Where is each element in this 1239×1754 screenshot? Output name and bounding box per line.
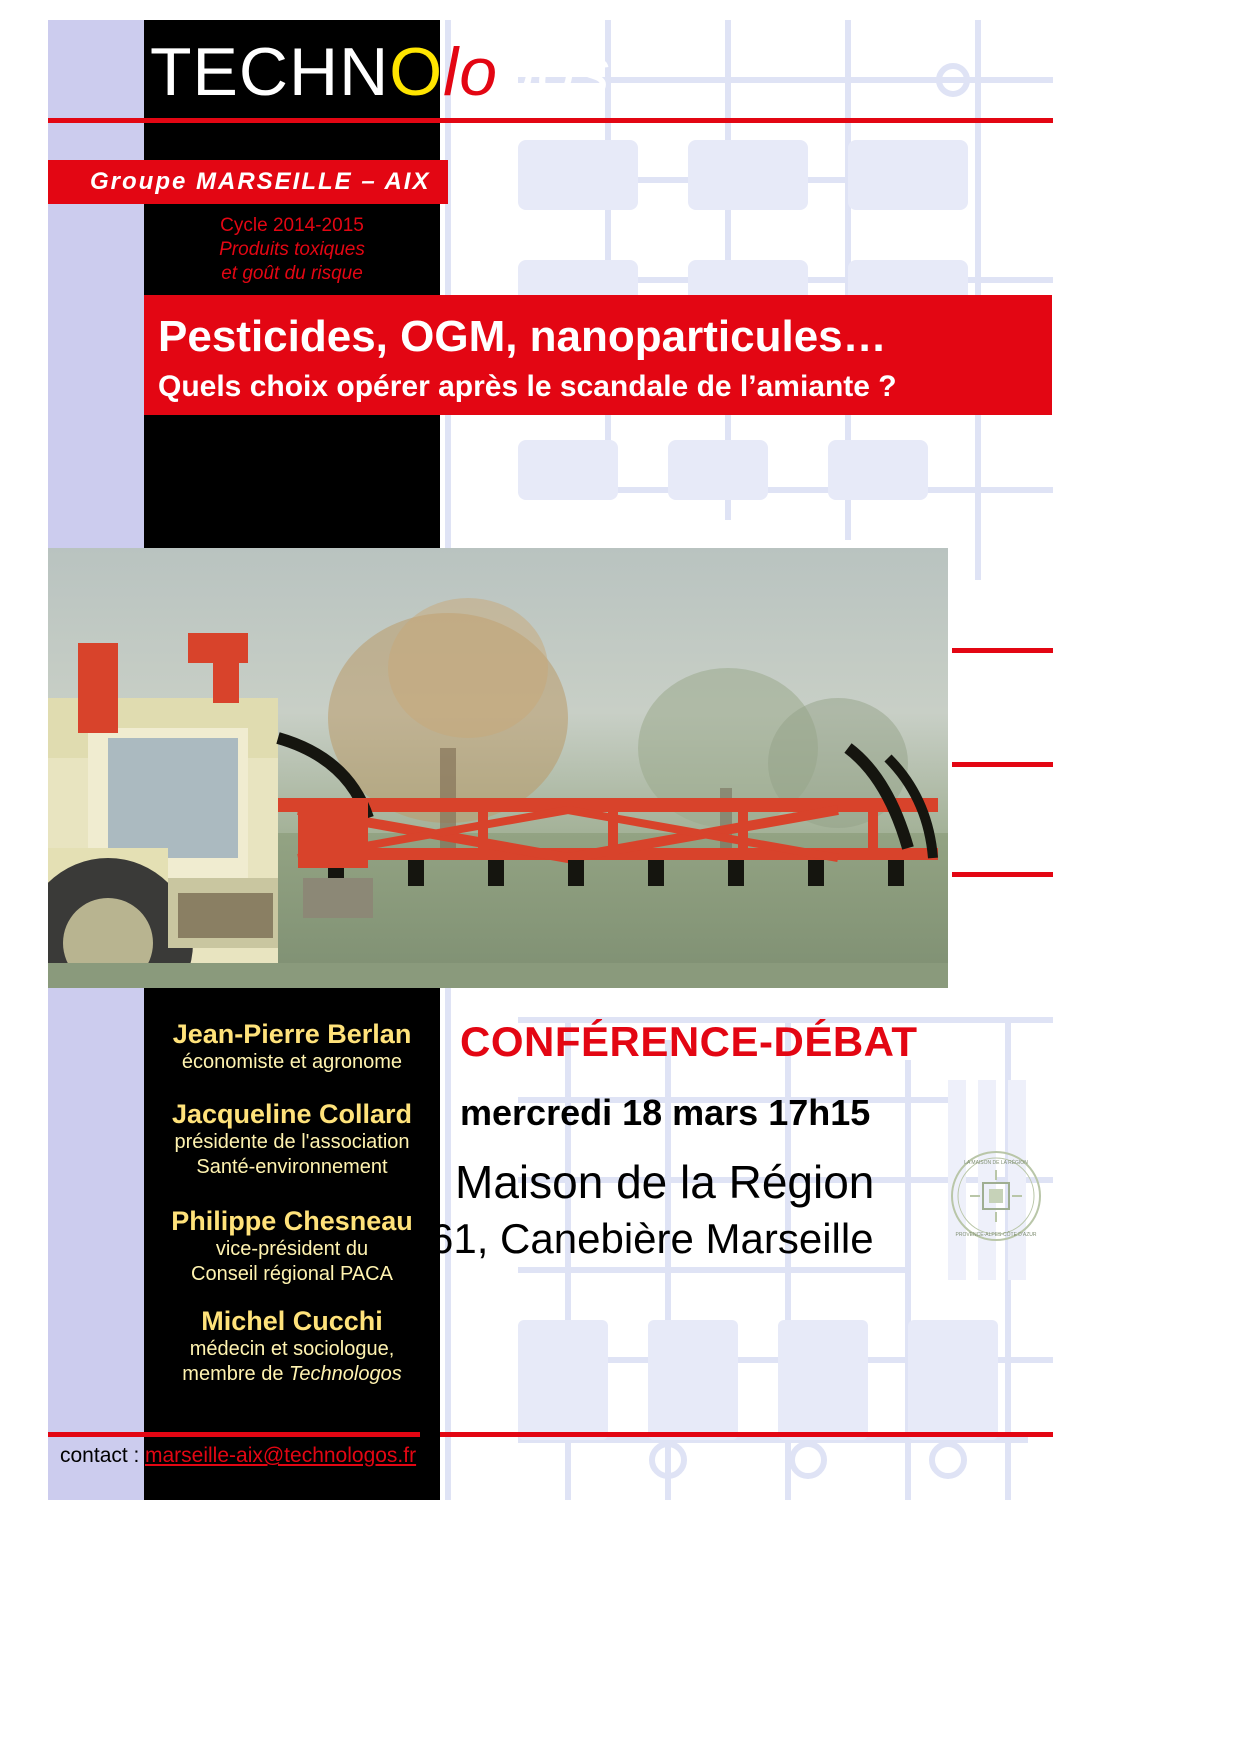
speaker-name: Jacqueline Collard: [171, 1099, 413, 1129]
divider-right-2: [952, 762, 1053, 767]
cycle-info: [144, 214, 440, 286]
page-title: Pesticides, OGM, nanoparticules…: [158, 312, 887, 361]
event-type: CONFÉRENCE-DÉBAT: [460, 1018, 918, 1065]
logo-part-gos: gos: [498, 34, 611, 110]
logo-technologos: [150, 33, 611, 111]
divider-top: [48, 118, 1053, 123]
speaker-entry: [150, 1018, 434, 1075]
speaker-entry: [150, 1305, 434, 1387]
venue-address: 61, Canebière Marseille: [430, 1215, 874, 1262]
region-seal-logo: [950, 1150, 1042, 1242]
speaker-role: médecin et sociologue,: [189, 1338, 395, 1360]
svg-text:LA MAISON DE LA RÉGION: LA MAISON DE LA RÉGION: [964, 1160, 1028, 1166]
cycle-line-1: Cycle 2014-2015: [220, 215, 364, 236]
svg-text:PROVENCE-ALPES-CÔTE D'AZUR: PROVENCE-ALPES-CÔTE D'AZUR: [955, 1232, 1037, 1238]
contact-black-accent: [420, 1432, 440, 1500]
cycle-line-3: et goût du risque: [221, 263, 363, 284]
cycle-line-2: Produits toxiques: [219, 239, 365, 260]
event-date: mercredi 18 mars 17h15: [460, 1092, 871, 1133]
speaker-name: Jean-Pierre Berlan: [172, 1019, 412, 1049]
logo-part-o: O: [389, 34, 444, 110]
speaker-role: [150, 1362, 434, 1387]
speaker-role-prefix: membre de: [182, 1363, 290, 1385]
divider-bottom: [48, 1432, 1053, 1437]
divider-right-3: [952, 872, 1053, 877]
speaker-role: présidente de l'association: [174, 1131, 410, 1153]
speaker-role: vice-président du: [215, 1238, 369, 1260]
contact-label: contact :: [60, 1444, 140, 1467]
page-subtitle: Quels choix opérer après le scandale de l’amiante ?: [158, 370, 897, 403]
contact-email-link[interactable]: marseille-aix@technologos.fr: [145, 1444, 417, 1467]
speaker-role-org: Technologos: [289, 1363, 402, 1385]
group-label: Groupe MARSEILLE – AIX: [90, 168, 431, 195]
speaker-role: Conseil régional PACA: [191, 1263, 393, 1285]
divider-right-1: [952, 648, 1053, 653]
photo-pesticide-sprayer: [48, 548, 948, 988]
speaker-entry: [150, 1205, 434, 1287]
venue-name: Maison de la Région: [455, 1156, 875, 1208]
speaker-name: Michel Cucchi: [201, 1306, 383, 1336]
logo-part-techn: TECHN: [150, 34, 390, 110]
speaker-name: Philippe Chesneau: [171, 1206, 413, 1236]
logo-part-lo: lo: [443, 34, 499, 110]
speaker-role: économiste et agronome: [181, 1051, 403, 1073]
speaker-entry: [150, 1098, 434, 1180]
speaker-role: Santé-environnement: [196, 1156, 388, 1178]
